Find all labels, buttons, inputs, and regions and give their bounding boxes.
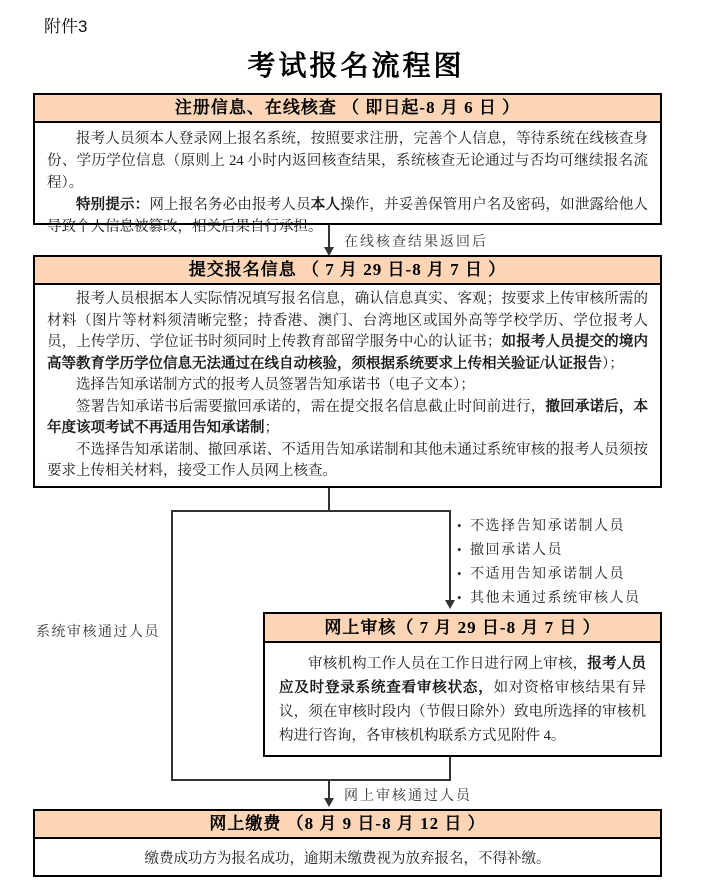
step1-header: 注册信息、在线核查 （ 即日起-8 月 6 日 ） <box>35 95 660 123</box>
bullet-label: 不选择告知承诺制人员 <box>470 519 626 534</box>
branch-right-line <box>449 510 451 601</box>
connector1-label: 在线核查结果返回后 <box>344 235 488 250</box>
bullet-dot-icon: • <box>457 590 464 605</box>
step2-paragraph: 签署告知承诺书后需要撤回承诺的，需在提交报名信息截止时间前进行，撤回承诺后，本年度该项考试不再适用告知承诺制； <box>47 398 649 436</box>
step1-body <box>35 123 660 238</box>
bullet-label: 其他未通过系统审核人员 <box>470 591 641 606</box>
step1-paragraph: 报考人员须本人登录网上报名系统，按照要求注册，完善个人信息，等待系统在线核查身份、学历学位信息（原则上 24 小时内返回核查结果，系统核查无论通过与否均可继续报名流程）。 <box>47 131 648 191</box>
arrowhead-step3 <box>445 600 455 609</box>
step2-body <box>35 285 660 483</box>
step2-paragraph: 报考人员根据本人实际情况填写报名信息，确认信息真实、客观；按要求上传审核所需的材料（图片等材料须清晰完整；持香港、澳门、台湾地区或国外高等学校学历、学位报考人员，上传学历、学位证书时须同时上传教育部留学服务中心的认证书；如报考人员提交的境内高等教育学历学位信息无法通过在线自动核验，须根据系统要求上传相关验证/认证报告）； <box>47 291 648 372</box>
branch-horizontal-line <box>171 510 451 512</box>
merge-horizontal-line <box>171 779 451 781</box>
branch-left-line <box>171 510 173 781</box>
bullet-dot-icon: • <box>457 518 464 533</box>
step3-header: 网上审核（ 7 月 29 日-8 月 7 日 ） <box>265 614 660 643</box>
attachment-label: 附件3 <box>44 17 88 36</box>
step3-bottom-line <box>449 757 451 781</box>
step1-box <box>33 93 662 235</box>
bullet-item <box>457 586 641 610</box>
step3-body <box>265 643 660 748</box>
step4-body <box>35 839 660 868</box>
bullet-label: 撤回承诺人员 <box>470 543 564 558</box>
step1-paragraph: 特别提示：网上报名务必由报考人员本人操作，并妥善保管用户名及密码，如泄露给他人导致个人信息被篡改，相关后果自行承担。 <box>47 197 649 235</box>
bullet-dot-icon: • <box>457 566 464 581</box>
step2-paragraph: 选择告知承诺制方式的报考人员签署告知承诺书（电子文本）； <box>76 377 475 393</box>
page-title: 考试报名流程图 <box>247 51 465 82</box>
step3-box <box>263 612 662 757</box>
step4-paragraph: 缴费成功方为报名成功，逾期未缴费视为放弃报名，不得补缴。 <box>144 851 551 867</box>
step3-paragraph: 审核机构工作人员在工作日进行网上审核，报考人员应及时登录系统查看审核状态，如对资格审核结果有异议，须在审核时段内（节假日除外）致电所选择的审核机构进行咨询，各审核机构联系方式见附件 4。 <box>279 656 647 744</box>
bullet-label: 不适用告知承诺制人员 <box>470 567 626 582</box>
step4-header: 网上缴费 （8 月 9 日-8 月 12 日 ） <box>35 811 660 839</box>
step2-paragraph: 不选择告知承诺制、撤回承诺、不适用告知承诺制和其他未通过系统审核的报考人员须按要求上传相关材料，接受工作人员网上核查。 <box>47 441 648 479</box>
step2-box <box>33 255 662 488</box>
bullet-item <box>457 562 641 586</box>
connector-line-step2-branch <box>328 488 330 512</box>
connector-line-step1-step2 <box>328 225 330 249</box>
bullet-dot-icon: • <box>457 542 464 557</box>
left-branch-label: 系统审核通过人员 <box>36 625 160 640</box>
bullet-item <box>457 538 641 562</box>
step2-header: 提交报名信息 （ 7 月 29 日-8 月 7 日 ） <box>35 257 660 285</box>
bullet-item <box>457 514 641 538</box>
step4-box <box>33 809 662 877</box>
connector-line-step4 <box>328 779 330 800</box>
connector2-label: 网上审核通过人员 <box>344 789 472 804</box>
arrowhead-step4 <box>324 798 334 807</box>
branch-bullet-list <box>457 514 641 610</box>
